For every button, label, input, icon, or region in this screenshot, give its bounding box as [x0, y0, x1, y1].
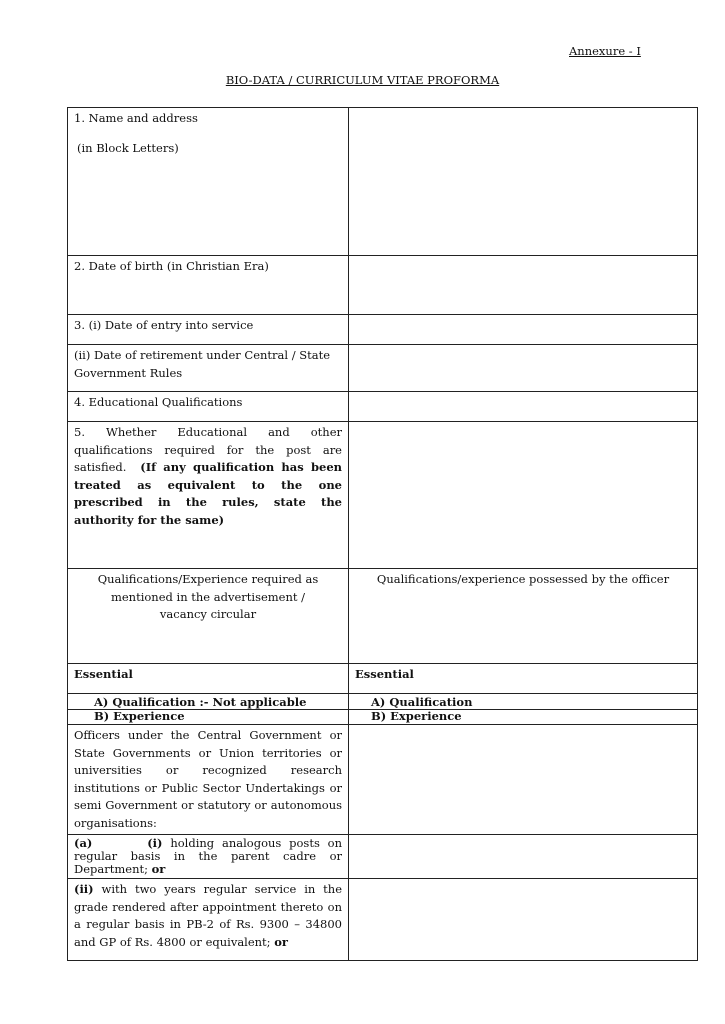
education-input-cell[interactable] — [349, 392, 698, 422]
row-essential — [68, 664, 698, 694]
row-comparison-header — [68, 569, 698, 664]
proforma-table — [67, 107, 698, 961]
regular-service-input-cell[interactable] — [349, 879, 698, 961]
clause-a-or: or — [151, 862, 166, 876]
row-qualification-check — [68, 422, 698, 569]
dob-label: 2. Date of birth (in Christian Era) — [68, 256, 349, 315]
clause-ii-label: (ii) — [74, 882, 94, 896]
officers-input-cell[interactable] — [349, 725, 698, 835]
qualification-equivalent-note: (If any qualification has been treated as equivalent to the one prescribed in the rules, state the authority for the same) — [74, 460, 343, 527]
dob-input-cell[interactable] — [349, 256, 698, 315]
qualification-check-input-cell[interactable] — [349, 422, 698, 569]
row-experience — [68, 710, 698, 725]
name-address-label: 1. Name and address — [74, 111, 198, 125]
page-title: BIO-DATA / CURRICULUM VITAE PROFORMA — [225, 73, 500, 87]
row-dob — [68, 256, 698, 315]
education-label: 4. Educational Qualifications — [68, 392, 349, 422]
entry-date-input-cell[interactable] — [349, 315, 698, 345]
clause-a-label: (a) — [74, 836, 93, 850]
row-regular-service — [68, 879, 698, 961]
analogous-posts-cell — [68, 835, 349, 879]
possessed-header: Qualifications/experience possessed by the officer — [349, 569, 698, 664]
row-analogous-posts — [68, 835, 698, 879]
row-name-address — [68, 108, 698, 256]
regular-service-cell — [68, 879, 349, 961]
qualification-left: A) Qualification :- Not applicable — [68, 694, 349, 710]
essential-right: Essential — [349, 664, 698, 694]
annexure-label: Annexure - I — [569, 44, 641, 58]
qualification-check-text: 5. Whether Educational and other qualifications required for the post are satisfied. — [74, 425, 342, 474]
name-address-label-cell — [68, 108, 349, 256]
clause-a-text: holding analogous posts on regular basis in the parent cadre or Department; — [74, 836, 343, 876]
officers-text: Officers under the Central Government or State Governments or Union territories or universities or recognized research institutions or Public Sector Undertakings or semi Government or statutory or autonomous organisations: — [68, 725, 349, 835]
block-letters-note: (in Block Letters) — [77, 140, 179, 155]
qualification-right: A) Qualification — [349, 694, 698, 710]
qualification-check-cell — [68, 422, 349, 569]
clause-ii-text: with two years regular service in the grade rendered after appointment thereto on a regular basis in PB-2 of Rs. 9300 – 34800 and GP of Rs. 4800 or equivalent; — [74, 882, 342, 949]
row-entry-date — [68, 315, 698, 345]
experience-left: B) Experience — [68, 710, 349, 725]
row-retirement-date — [68, 345, 698, 392]
entry-date-label: 3. (i) Date of entry into service — [68, 315, 349, 345]
experience-right: B) Experience — [349, 710, 698, 725]
retirement-date-label: (ii) Date of retirement under Central / State Government Rules — [68, 345, 349, 392]
clause-a-i-label: (i) — [147, 836, 163, 850]
analogous-posts-input-cell[interactable] — [349, 835, 698, 879]
row-qualification — [68, 694, 698, 710]
retirement-date-input-cell[interactable] — [349, 345, 698, 392]
essential-left: Essential — [68, 664, 349, 694]
clause-ii-or: or — [274, 934, 288, 949]
row-officers — [68, 725, 698, 835]
row-education — [68, 392, 698, 422]
required-header: Qualifications/Experience required as mentioned in the advertisement / vacancy circular — [68, 569, 349, 664]
name-address-input-cell[interactable] — [349, 108, 698, 256]
